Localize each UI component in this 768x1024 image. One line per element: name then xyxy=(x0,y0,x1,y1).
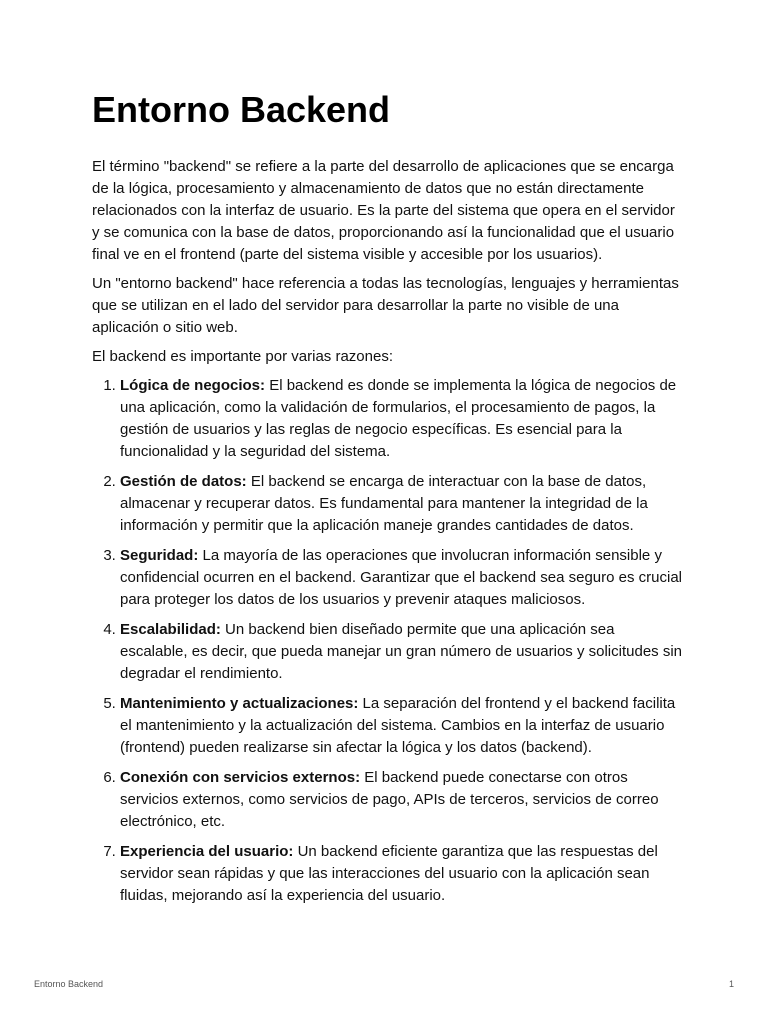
reason-text: La separación del frontend y el backend facilita el mantenimiento y la actualización del sistema. Cambios en la interfaz de usuario (frontend) pueden realizarse sin afectar la lógica y los datos (backend). xyxy=(120,695,676,756)
reason-text: El backend es donde se implementa la lógica de negocios de una aplicación, como la validación de formularios, el procesamiento de pagos, la gestión de usuarios y las reglas de negocio específicas. Es esencial para la funcionalidad y la seguridad del sistema. xyxy=(120,377,677,460)
reasons-list xyxy=(92,375,684,907)
document-title: Entorno Backend xyxy=(92,89,391,130)
footer-title: Entorno Backend xyxy=(34,979,104,989)
reason-term: Gestión de datos: xyxy=(120,473,247,490)
intro-paragraph: El término "backend" se refiere a la parte del desarrollo de aplicaciones que se encarga de la lógica, procesamiento y almacenamiento de datos que no están directamente relacionados con la interfaz de usuario. Es la parte del sistema que opera en el servidor y se comunica con la base de datos, proporcionando así la funcionalidad que el usuario final ve en el frontend (parte del sistema visible y accesible por los usuarios). xyxy=(92,158,675,263)
document-body xyxy=(92,86,684,915)
reason-item xyxy=(120,619,684,685)
reason-text: El backend se encarga de interactuar con la base de datos, almacenar y recuperar datos. Es fundamental para mantener la integridad de la información y permitir que la aplicación maneje grandes cantidades de datos. xyxy=(120,473,648,534)
reason-item xyxy=(120,693,684,759)
reasons-lead-paragraph: El backend es importante por varias razones: xyxy=(92,348,393,365)
reason-term: Conexión con servicios externos: xyxy=(120,769,361,786)
reason-text: La mayoría de las operaciones que involucran información sensible y confidencial ocurren en el backend. Garantizar que el backend sea seguro es crucial para proteger los datos de los usuarios y prevenir ataques maliciosos. xyxy=(120,547,683,608)
reason-text: Un backend bien diseñado permite que una aplicación sea escalable, es decir, que pueda manejar un gran número de usuarios y solicitudes sin degradar el rendimiento. xyxy=(120,621,683,682)
definition-paragraph: Un "entorno backend" hace referencia a todas las tecnologías, lenguajes y herramientas que se utilizan en el lado del servidor para desarrollar la parte no visible de una aplicación o sitio web. xyxy=(92,275,679,336)
reason-item xyxy=(120,767,684,833)
reason-item xyxy=(120,545,684,611)
reason-term: Experiencia del usuario: xyxy=(120,843,294,860)
reason-item xyxy=(120,471,684,537)
reason-term: Lógica de negocios: xyxy=(120,377,266,394)
reason-text: El backend puede conectarse con otros servicios externos, como servicios de pago, APIs de terceros, servicios de correo electrónico, etc. xyxy=(120,769,659,830)
page-number: 1 xyxy=(728,979,734,989)
reason-term: Mantenimiento y actualizaciones: xyxy=(120,695,359,712)
reason-text: Un backend eficiente garantiza que las respuestas del servidor sean rápidas y que las interacciones del usuario con la aplicación sean fluidas, mejorando así la experiencia del usuario. xyxy=(120,843,658,904)
reason-term: Seguridad: xyxy=(120,547,199,564)
reason-term: Escalabilidad: xyxy=(120,621,221,638)
reason-item xyxy=(120,841,684,907)
reason-item xyxy=(120,375,684,463)
